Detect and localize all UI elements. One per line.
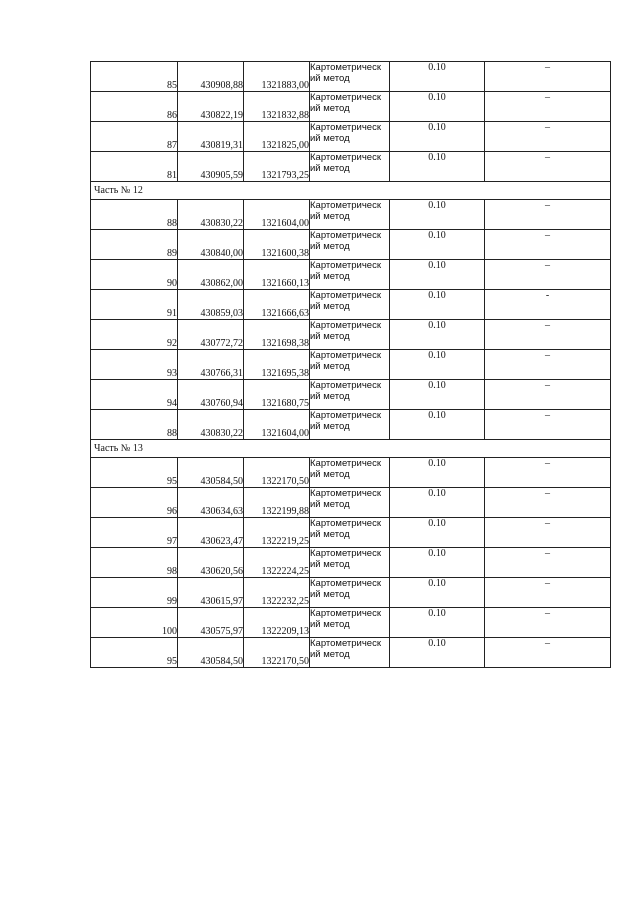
table-row xyxy=(91,290,611,320)
note-cell: – xyxy=(485,122,611,152)
note-cell: – xyxy=(485,410,611,440)
precision-cell: 0.10 xyxy=(390,200,485,230)
precision-cell: 0.10 xyxy=(390,578,485,608)
table-row xyxy=(91,380,611,410)
x-coordinate-cell: 430760,94 xyxy=(178,380,244,410)
x-coordinate-cell: 430772,72 xyxy=(178,320,244,350)
note-cell: - xyxy=(485,290,611,320)
note-cell: – xyxy=(485,608,611,638)
point-number-cell: 92 xyxy=(91,320,178,350)
x-coordinate-cell: 430822,19 xyxy=(178,92,244,122)
y-coordinate-cell: 1322199,88 xyxy=(244,488,310,518)
point-number-cell: 95 xyxy=(91,638,178,668)
method-cell: Картометрическ ий метод xyxy=(310,410,390,440)
note-cell: – xyxy=(485,92,611,122)
x-coordinate-cell: 430766,31 xyxy=(178,350,244,380)
note-cell: – xyxy=(485,458,611,488)
x-coordinate-cell: 430584,50 xyxy=(178,638,244,668)
precision-cell: 0.10 xyxy=(390,548,485,578)
x-coordinate-cell: 430908,88 xyxy=(178,62,244,92)
table-row xyxy=(91,320,611,350)
point-number-cell: 88 xyxy=(91,200,178,230)
precision-cell: 0.10 xyxy=(390,518,485,548)
part-header-label: Часть № 12 xyxy=(91,182,611,200)
x-coordinate-cell: 430634,63 xyxy=(178,488,244,518)
note-cell: – xyxy=(485,578,611,608)
note-cell: – xyxy=(485,518,611,548)
y-coordinate-cell: 1321660,13 xyxy=(244,260,310,290)
precision-cell: 0.10 xyxy=(390,458,485,488)
point-number-cell: 99 xyxy=(91,578,178,608)
table-row xyxy=(91,608,611,638)
x-coordinate-cell: 430623,47 xyxy=(178,518,244,548)
method-cell: Картометрическ ий метод xyxy=(310,200,390,230)
method-cell: Картометрическ ий метод xyxy=(310,92,390,122)
table-row xyxy=(91,260,611,290)
x-coordinate-cell: 430840,00 xyxy=(178,230,244,260)
y-coordinate-cell: 1321600,38 xyxy=(244,230,310,260)
table-row xyxy=(91,578,611,608)
method-cell: Картометрическ ий метод xyxy=(310,608,390,638)
table-row xyxy=(91,122,611,152)
note-cell: – xyxy=(485,350,611,380)
part-header-label: Часть № 13 xyxy=(91,440,611,458)
x-coordinate-cell: 430819,31 xyxy=(178,122,244,152)
y-coordinate-cell: 1322170,50 xyxy=(244,458,310,488)
y-coordinate-cell: 1322209,13 xyxy=(244,608,310,638)
method-cell: Картометрическ ий метод xyxy=(310,518,390,548)
method-cell: Картометрическ ий метод xyxy=(310,578,390,608)
precision-cell: 0.10 xyxy=(390,608,485,638)
precision-cell: 0.10 xyxy=(390,152,485,182)
x-coordinate-cell: 430859,03 xyxy=(178,290,244,320)
method-cell: Картометрическ ий метод xyxy=(310,290,390,320)
precision-cell: 0.10 xyxy=(390,320,485,350)
precision-cell: 0.10 xyxy=(390,230,485,260)
point-number-cell: 94 xyxy=(91,380,178,410)
point-number-cell: 85 xyxy=(91,62,178,92)
precision-cell: 0.10 xyxy=(390,92,485,122)
point-number-cell: 90 xyxy=(91,260,178,290)
precision-cell: 0.10 xyxy=(390,122,485,152)
table-row xyxy=(91,92,611,122)
x-coordinate-cell: 430830,22 xyxy=(178,410,244,440)
method-cell: Картометрическ ий метод xyxy=(310,458,390,488)
y-coordinate-cell: 1322232,25 xyxy=(244,578,310,608)
y-coordinate-cell: 1321604,00 xyxy=(244,200,310,230)
note-cell: – xyxy=(485,548,611,578)
part-header-row xyxy=(91,440,611,458)
precision-cell: 0.10 xyxy=(390,260,485,290)
method-cell: Картометрическ ий метод xyxy=(310,380,390,410)
note-cell: – xyxy=(485,488,611,518)
point-number-cell: 87 xyxy=(91,122,178,152)
x-coordinate-cell: 430575,97 xyxy=(178,608,244,638)
precision-cell: 0.10 xyxy=(390,410,485,440)
y-coordinate-cell: 1321604,00 xyxy=(244,410,310,440)
method-cell: Картометрическ ий метод xyxy=(310,152,390,182)
method-cell: Картометрическ ий метод xyxy=(310,230,390,260)
note-cell: – xyxy=(485,638,611,668)
table-row xyxy=(91,548,611,578)
method-cell: Картометрическ ий метод xyxy=(310,638,390,668)
table-row xyxy=(91,488,611,518)
note-cell: – xyxy=(485,62,611,92)
note-cell: – xyxy=(485,320,611,350)
y-coordinate-cell: 1321883,00 xyxy=(244,62,310,92)
y-coordinate-cell: 1322219,25 xyxy=(244,518,310,548)
point-number-cell: 91 xyxy=(91,290,178,320)
precision-cell: 0.10 xyxy=(390,62,485,92)
y-coordinate-cell: 1322170,50 xyxy=(244,638,310,668)
note-cell: – xyxy=(485,200,611,230)
point-number-cell: 95 xyxy=(91,458,178,488)
y-coordinate-cell: 1321666,63 xyxy=(244,290,310,320)
method-cell: Картометрическ ий метод xyxy=(310,488,390,518)
table-row xyxy=(91,518,611,548)
method-cell: Картометрическ ий метод xyxy=(310,122,390,152)
table-row xyxy=(91,230,611,260)
x-coordinate-cell: 430584,50 xyxy=(178,458,244,488)
x-coordinate-cell: 430905,59 xyxy=(178,152,244,182)
y-coordinate-cell: 1321825,00 xyxy=(244,122,310,152)
precision-cell: 0.10 xyxy=(390,290,485,320)
point-number-cell: 93 xyxy=(91,350,178,380)
point-number-cell: 86 xyxy=(91,92,178,122)
table-row xyxy=(91,638,611,668)
part-header-row xyxy=(91,182,611,200)
table-row xyxy=(91,200,611,230)
point-number-cell: 88 xyxy=(91,410,178,440)
table-row xyxy=(91,152,611,182)
method-cell: Картометрическ ий метод xyxy=(310,350,390,380)
x-coordinate-cell: 430830,22 xyxy=(178,200,244,230)
method-cell: Картометрическ ий метод xyxy=(310,320,390,350)
point-number-cell: 96 xyxy=(91,488,178,518)
note-cell: – xyxy=(485,260,611,290)
x-coordinate-cell: 430862,00 xyxy=(178,260,244,290)
note-cell: – xyxy=(485,380,611,410)
point-number-cell: 97 xyxy=(91,518,178,548)
note-cell: – xyxy=(485,152,611,182)
point-number-cell: 81 xyxy=(91,152,178,182)
precision-cell: 0.10 xyxy=(390,638,485,668)
method-cell: Картометрическ ий метод xyxy=(310,260,390,290)
precision-cell: 0.10 xyxy=(390,488,485,518)
point-number-cell: 98 xyxy=(91,548,178,578)
precision-cell: 0.10 xyxy=(390,350,485,380)
y-coordinate-cell: 1322224,25 xyxy=(244,548,310,578)
coordinates-table xyxy=(90,61,611,668)
x-coordinate-cell: 430615,97 xyxy=(178,578,244,608)
point-number-cell: 89 xyxy=(91,230,178,260)
table-row xyxy=(91,410,611,440)
y-coordinate-cell: 1321832,88 xyxy=(244,92,310,122)
x-coordinate-cell: 430620,56 xyxy=(178,548,244,578)
note-cell: – xyxy=(485,230,611,260)
precision-cell: 0.10 xyxy=(390,380,485,410)
coordinates-table-body xyxy=(91,62,611,668)
method-cell: Картометрическ ий метод xyxy=(310,548,390,578)
y-coordinate-cell: 1321680,75 xyxy=(244,380,310,410)
method-cell: Картометрическ ий метод xyxy=(310,62,390,92)
table-row xyxy=(91,458,611,488)
point-number-cell: 100 xyxy=(91,608,178,638)
y-coordinate-cell: 1321698,38 xyxy=(244,320,310,350)
table-row xyxy=(91,62,611,92)
y-coordinate-cell: 1321793,25 xyxy=(244,152,310,182)
table-row xyxy=(91,350,611,380)
y-coordinate-cell: 1321695,38 xyxy=(244,350,310,380)
